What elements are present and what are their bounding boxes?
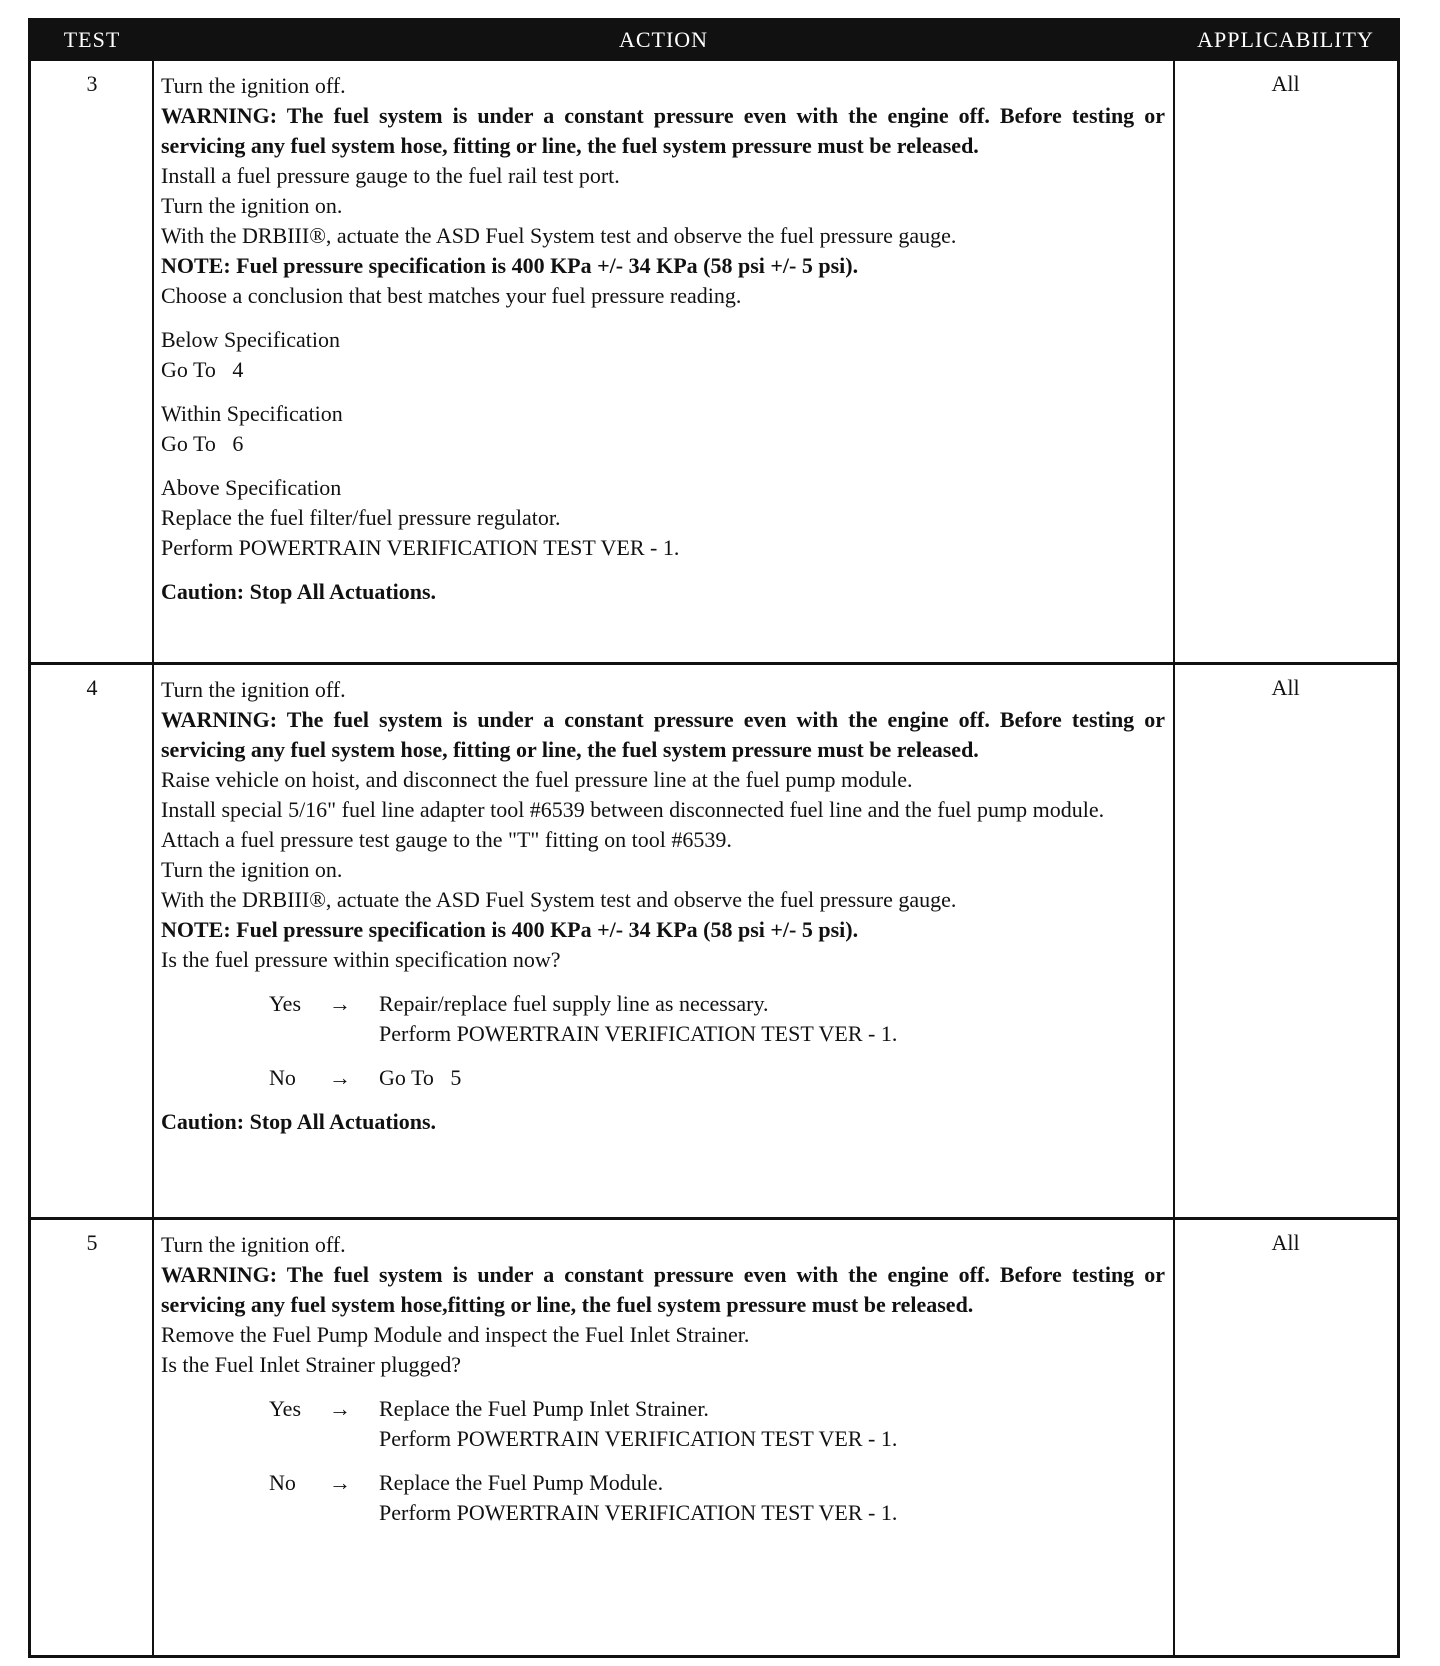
option-label: Above Specification xyxy=(161,475,342,500)
answer-result-line: Perform POWERTRAIN VERIFICATION TEST VER - 1. xyxy=(379,1021,898,1046)
header-applicability: APPLICABILITY xyxy=(1197,27,1374,52)
answer-label: No xyxy=(269,1065,296,1090)
step-text: Raise vehicle on hoist, and disconnect the fuel pressure line at the fuel pump module. xyxy=(161,767,913,792)
caution-text: Caution: Stop All Actuations. xyxy=(161,579,437,604)
answer-label: Yes xyxy=(269,1396,302,1421)
table-row xyxy=(31,61,1397,662)
answer-no xyxy=(269,1063,1165,1093)
note-text: NOTE: Fuel pressure specification is 400 KPa +/- 34 KPa (58 psi +/- 5 psi). xyxy=(161,253,859,278)
warning-text: WARNING: The fuel system is under a constant pressure even with the engine off. Before testing or servicing any fuel system hose, fitting or line, the fuel system pressure must be released. xyxy=(161,103,1165,158)
arrow-right-icon: → xyxy=(329,1065,351,1090)
applicability-value: All xyxy=(1271,675,1300,700)
option-result: Go To 6 xyxy=(161,431,244,456)
answer-result-line: Repair/replace fuel supply line as necessary. xyxy=(379,991,769,1016)
table-header xyxy=(31,21,1397,61)
answer-result: Go To 5 xyxy=(379,1065,462,1090)
option-label: Below Specification xyxy=(161,327,341,352)
answer-label: No xyxy=(269,1470,296,1495)
test-number: 3 xyxy=(86,71,98,96)
table-row xyxy=(31,665,1397,1217)
step-text: Attach a fuel pressure test gauge to the "T" fitting on tool #6539. xyxy=(161,827,732,852)
action-cell xyxy=(161,1230,1165,1528)
warning-text: WARNING: The fuel system is under a constant pressure even with the engine off. Before testing or servicing any fuel system hose,fitting or line, the fuel system pressure must be released. xyxy=(161,1262,1165,1317)
step-text: With the DRBIII®, actuate the ASD Fuel System test and observe the fuel pressure gauge. xyxy=(161,887,957,912)
warning-text: WARNING: The fuel system is under a constant pressure even with the engine off. Before testing or servicing any fuel system hose, fitting or line, the fuel system pressure must be released. xyxy=(161,707,1165,762)
answer-result-line: Replace the Fuel Pump Module. xyxy=(379,1470,664,1495)
step-text: Turn the ignition on. xyxy=(161,857,343,882)
action-cell xyxy=(161,675,1165,1137)
step-text: Install a fuel pressure gauge to the fuel rail test port. xyxy=(161,163,620,188)
step-text: Is the fuel pressure within specification now? xyxy=(161,947,561,972)
step-text: Choose a conclusion that best matches your fuel pressure reading. xyxy=(161,283,742,308)
option-result: Go To 4 xyxy=(161,357,244,382)
answer-no xyxy=(269,1468,1165,1528)
step-text: Turn the ignition off. xyxy=(161,73,346,98)
applicability-value: All xyxy=(1271,71,1300,96)
answer-result-line: Perform POWERTRAIN VERIFICATION TEST VER - 1. xyxy=(379,1426,898,1451)
answer-result-line: Replace the Fuel Pump Inlet Strainer. xyxy=(379,1396,709,1421)
answer-result xyxy=(379,1394,1165,1454)
step-text: Turn the ignition off. xyxy=(161,1232,346,1257)
test-number: 4 xyxy=(86,675,98,700)
step-text: Remove the Fuel Pump Module and inspect the Fuel Inlet Strainer. xyxy=(161,1322,750,1347)
header-action: ACTION xyxy=(618,27,709,52)
step-text: Install special 5/16" fuel line adapter tool #6539 between disconnected fuel line and the fuel pump module. xyxy=(161,797,1105,822)
answer-yes xyxy=(269,1394,1165,1454)
caution-text: Caution: Stop All Actuations. xyxy=(161,1109,437,1134)
answer-result xyxy=(379,989,1165,1049)
step-text: With the DRBIII®, actuate the ASD Fuel System test and observe the fuel pressure gauge. xyxy=(161,223,957,248)
answer-label: Yes xyxy=(269,991,302,1016)
answer-yes xyxy=(269,989,1165,1049)
action-cell xyxy=(161,71,1165,607)
arrow-right-icon: → xyxy=(329,1396,351,1421)
note-text: NOTE: Fuel pressure specification is 400 KPa +/- 34 KPa (58 psi +/- 5 psi). xyxy=(161,917,859,942)
step-text: Is the Fuel Inlet Strainer plugged? xyxy=(161,1352,461,1377)
step-text: Turn the ignition on. xyxy=(161,193,343,218)
arrow-right-icon: → xyxy=(329,991,351,1016)
option-result: Replace the fuel filter/fuel pressure regulator. xyxy=(161,505,561,530)
arrow-right-icon: → xyxy=(329,1470,351,1495)
test-number: 5 xyxy=(86,1230,98,1255)
option-label: Within Specification xyxy=(161,401,343,426)
header-test: TEST xyxy=(63,27,121,52)
answer-result-line: Perform POWERTRAIN VERIFICATION TEST VER - 1. xyxy=(379,1500,898,1525)
option-result: Perform POWERTRAIN VERIFICATION TEST VER - 1. xyxy=(161,535,680,560)
table-row xyxy=(31,1220,1397,1655)
answer-result xyxy=(379,1468,1165,1528)
applicability-value: All xyxy=(1271,1230,1300,1255)
step-text: Turn the ignition off. xyxy=(161,677,346,702)
diagnostic-table xyxy=(28,18,1400,1658)
